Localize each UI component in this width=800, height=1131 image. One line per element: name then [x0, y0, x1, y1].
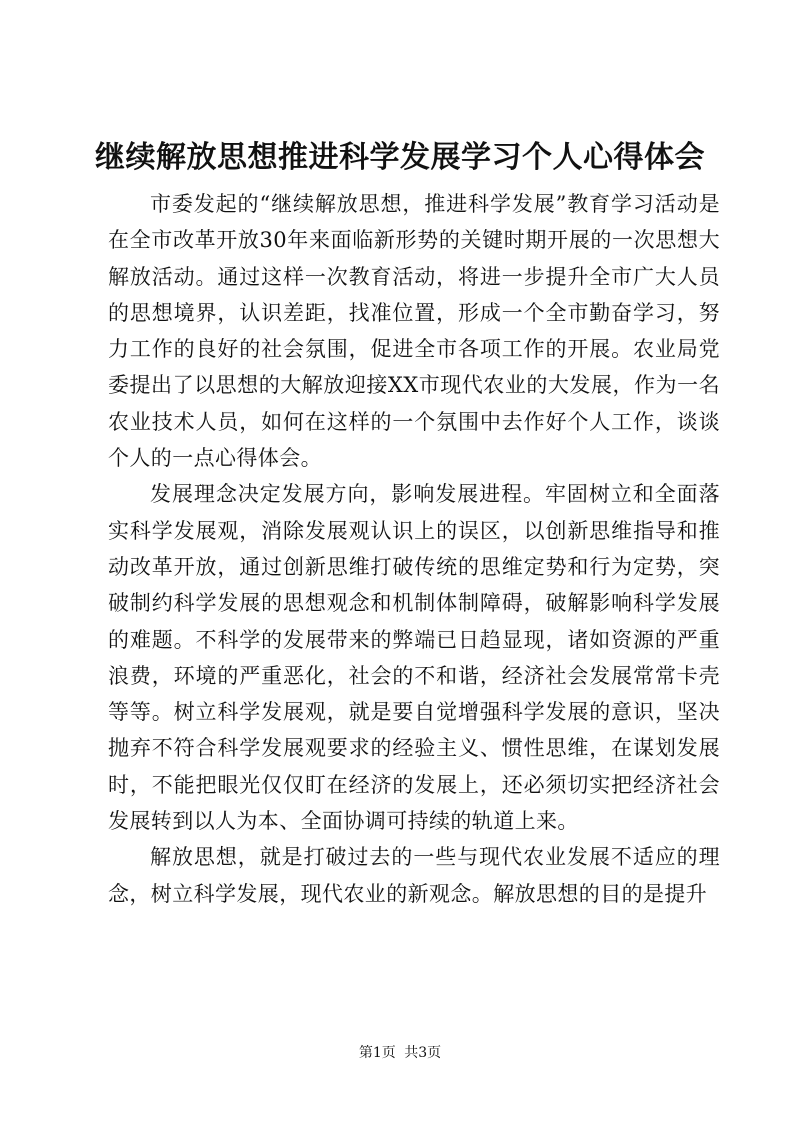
page-footer — [0, 1043, 800, 1063]
page-total: 共3页 — [404, 1045, 442, 1061]
paragraph-2: 发展理念决定发展方向，影响发展进程。牢固树立和全面落实科学发展观，消除发展观认识上的误区，以创新思维指导和推动改革开放，通过创新思维打破传统的思维定势和行为定势，突破制约科学发展的思想观念和机制体制障碍，破解影响科学发展的难题。不科学的发展带来的弊端已日趋显现，诸如资源的严重浪费，环境的严重恶化，社会的不和谐，经济社会发展常常卡壳等等。树立科学发展观，就是要自觉增强科学发展的意识，坚决抛弃不符合科学发展观要求的经验主义、惯性思维，在谋划发展时，不能把眼光仅仅盯在经济的发展上，还必须切实把经济社会发展转到以人为本、全面协调可持续的轨道上来。 — [108, 482, 720, 834]
paragraph-3: 解放思想，就是打破过去的一些与现代农业发展不适应的理念，树立科学发展，现代农业的新观念。解放思想的目的是提升 — [108, 845, 720, 906]
document-title: 继续解放思想推进科学发展学习个人心得体会 — [95, 140, 705, 175]
page-number: 第1页 — [358, 1045, 396, 1061]
document-body — [108, 186, 720, 912]
paragraph-1: 市委发起的“继续解放思想，推进科学发展”教育学习活动是在全市改革开放30年来面临新形势的关键时期开展的一次思想大解放活动。通过这样一次教育活动，将进一步提升全市广大人员的思想境界，认识差距，找准位置，形成一个全市勤奋学习，努力工作的良好的社会氛围，促进全市各项工作的开展。农业局党委提出了以思想的大解放迎接XX市现代农业的大发展，作为一名农业技术人员，如何在这样的一个氛围中去作好个人工作，谈谈个人的一点心得体会。 — [108, 192, 720, 471]
